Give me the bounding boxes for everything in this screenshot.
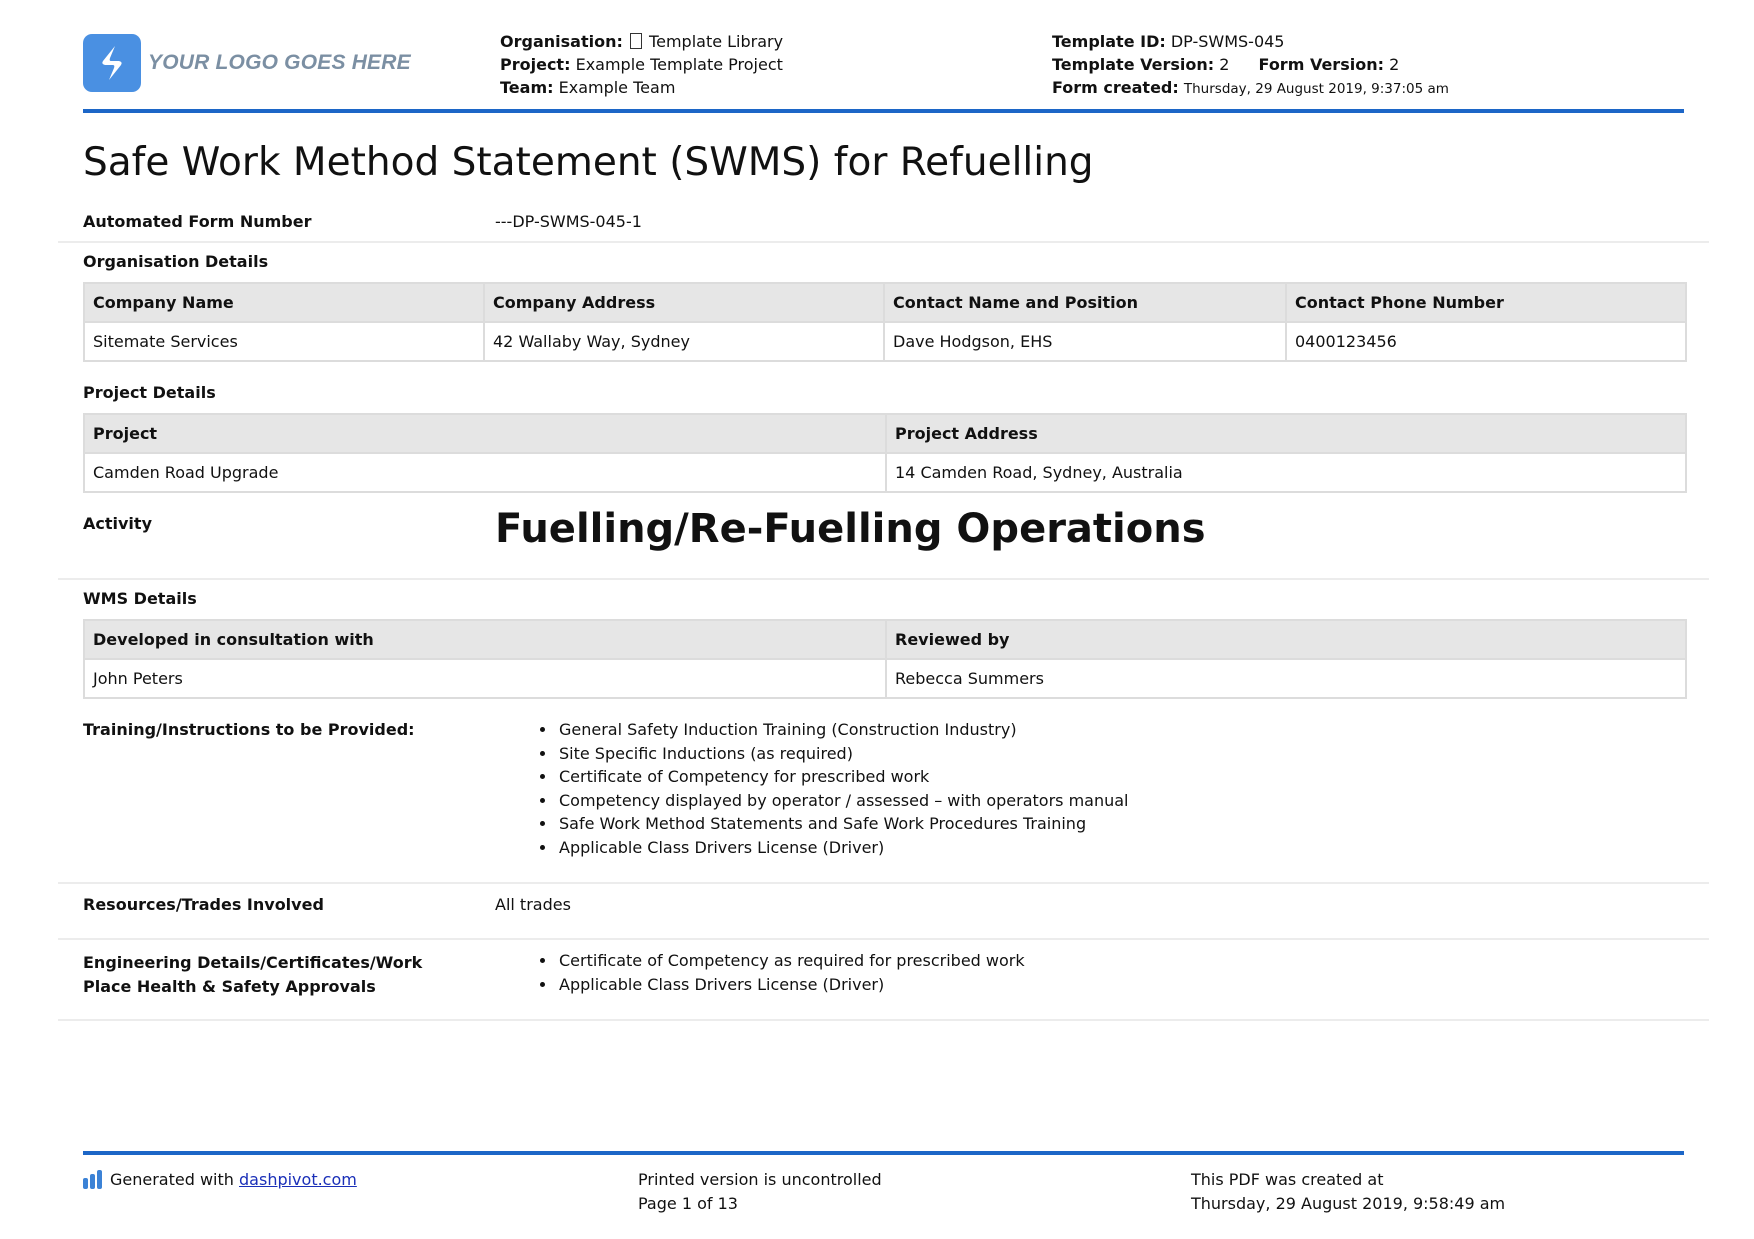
training-label: Training/Instructions to be Provided: — [83, 720, 415, 739]
form-version-value: 2 — [1389, 55, 1400, 74]
organisation-details-table — [83, 282, 1687, 362]
form-created-value: Thursday, 29 August 2019, 9:37:05 am — [1183, 81, 1449, 97]
divider — [58, 882, 1709, 884]
project-details-heading: Project Details — [83, 383, 216, 402]
dashpivot-logo-icon — [83, 1171, 102, 1189]
activity-label: Activity — [83, 514, 152, 533]
list-item: • Certificate of Competency as required for prescribed work — [557, 949, 1025, 973]
column-header: Reviewed by — [886, 620, 1686, 659]
team-line — [500, 76, 783, 99]
resources-label: Resources/Trades Involved — [83, 895, 324, 914]
list-item: • Certificate of Competency for prescribed work — [557, 765, 1129, 789]
engineering-list — [537, 949, 1025, 996]
table-cell: Dave Hodgson, EHS — [884, 322, 1286, 361]
list-item: • Applicable Class Drivers License (Driver) — [557, 836, 1129, 860]
header-meta-template — [1052, 30, 1449, 101]
organisation-details-heading: Organisation Details — [83, 252, 269, 271]
table-cell: 14 Camden Road, Sydney, Australia — [886, 453, 1686, 492]
pdf-created-value: Thursday, 29 August 2019, 9:58:49 am — [1191, 1194, 1506, 1213]
template-id-value: DP-SWMS-045 — [1170, 32, 1285, 51]
project-details-table — [83, 413, 1687, 493]
form-created-label: Form created: — [1052, 78, 1179, 97]
resources-value: All trades — [495, 895, 571, 914]
organisation-line — [500, 30, 783, 53]
training-list — [537, 718, 1129, 860]
logo-mark-icon — [83, 34, 141, 92]
column-header: Company Address — [484, 283, 884, 322]
team-value: Example Team — [558, 78, 676, 97]
header-rule — [83, 109, 1684, 113]
form-version-label: Form Version: — [1258, 55, 1384, 74]
header-meta-project — [500, 30, 783, 99]
list-item: • Safe Work Method Statements and Safe Work Procedures Training — [557, 812, 1129, 836]
template-id-line — [1052, 30, 1449, 53]
column-header: Contact Phone Number — [1286, 283, 1686, 322]
wms-details-heading: WMS Details — [83, 589, 197, 608]
template-id-label: Template ID: — [1052, 32, 1166, 51]
table-header-row — [84, 283, 1686, 322]
form-number-value: ---DP-SWMS-045-1 — [495, 212, 642, 231]
engineering-label — [83, 951, 422, 998]
table-cell: 42 Wallaby Way, Sydney — [484, 322, 884, 361]
generated-with — [83, 1168, 357, 1192]
project-value: Example Template Project — [575, 55, 783, 74]
page-header — [83, 30, 1683, 110]
table-header-row — [84, 620, 1686, 659]
table-row — [84, 453, 1686, 492]
table-cell: Rebecca Summers — [886, 659, 1686, 698]
table-row — [84, 322, 1686, 361]
list-item: • Applicable Class Drivers License (Driver) — [557, 973, 1025, 997]
column-header: Contact Name and Position — [884, 283, 1286, 322]
project-label: Project: — [500, 55, 571, 74]
table-header-row — [84, 414, 1686, 453]
table-cell: Sitemate Services — [84, 322, 484, 361]
column-header: Company Name — [84, 283, 484, 322]
team-label: Team: — [500, 78, 554, 97]
dashpivot-link[interactable]: dashpivot.com — [239, 1170, 357, 1189]
table-cell: Camden Road Upgrade — [84, 453, 886, 492]
footer-rule — [83, 1151, 1684, 1155]
organisation-label: Organisation: — [500, 32, 623, 51]
list-item: • Competency displayed by operator / assessed – with operators manual — [557, 789, 1129, 813]
generated-prefix: Generated with — [110, 1170, 234, 1189]
list-item: • General Safety Induction Training (Construction Industry) — [557, 718, 1129, 742]
table-row — [84, 659, 1686, 698]
template-version-label: Template Version: — [1052, 55, 1215, 74]
template-version-value: 2 — [1219, 55, 1230, 74]
page-info: Page 1 of 13 — [638, 1194, 738, 1213]
engineering-label-line: Place Health & Safety Approvals — [83, 976, 376, 996]
column-header: Project — [84, 414, 886, 453]
organisation-icon — [630, 33, 642, 49]
printed-note: Printed version is uncontrolled — [638, 1170, 882, 1189]
divider — [58, 578, 1709, 580]
divider — [58, 241, 1709, 243]
form-created-line — [1052, 76, 1449, 101]
activity-value: Fuelling/Re-Fuelling Operations — [495, 506, 1206, 552]
version-line — [1052, 53, 1449, 76]
table-cell: John Peters — [84, 659, 886, 698]
table-cell: 0400123456 — [1286, 322, 1686, 361]
column-header: Project Address — [886, 414, 1686, 453]
project-line — [500, 53, 783, 76]
page-title: Safe Work Method Statement (SWMS) for Refuelling — [83, 140, 1094, 185]
list-item: • Site Specific Inductions (as required) — [557, 742, 1129, 766]
divider — [58, 1019, 1709, 1021]
form-number-label: Automated Form Number — [83, 212, 312, 231]
divider — [58, 938, 1709, 940]
engineering-label-line: Engineering Details/Certificates/Work — [83, 953, 423, 972]
pdf-created-label: This PDF was created at — [1191, 1170, 1384, 1189]
print-note — [638, 1168, 882, 1216]
logo — [83, 34, 411, 92]
wms-details-table — [83, 619, 1687, 699]
logo-text: YOUR LOGO GOES HERE — [148, 51, 411, 74]
pdf-created — [1191, 1168, 1505, 1216]
organisation-value: Template Library — [649, 32, 784, 51]
column-header: Developed in consultation with — [84, 620, 886, 659]
